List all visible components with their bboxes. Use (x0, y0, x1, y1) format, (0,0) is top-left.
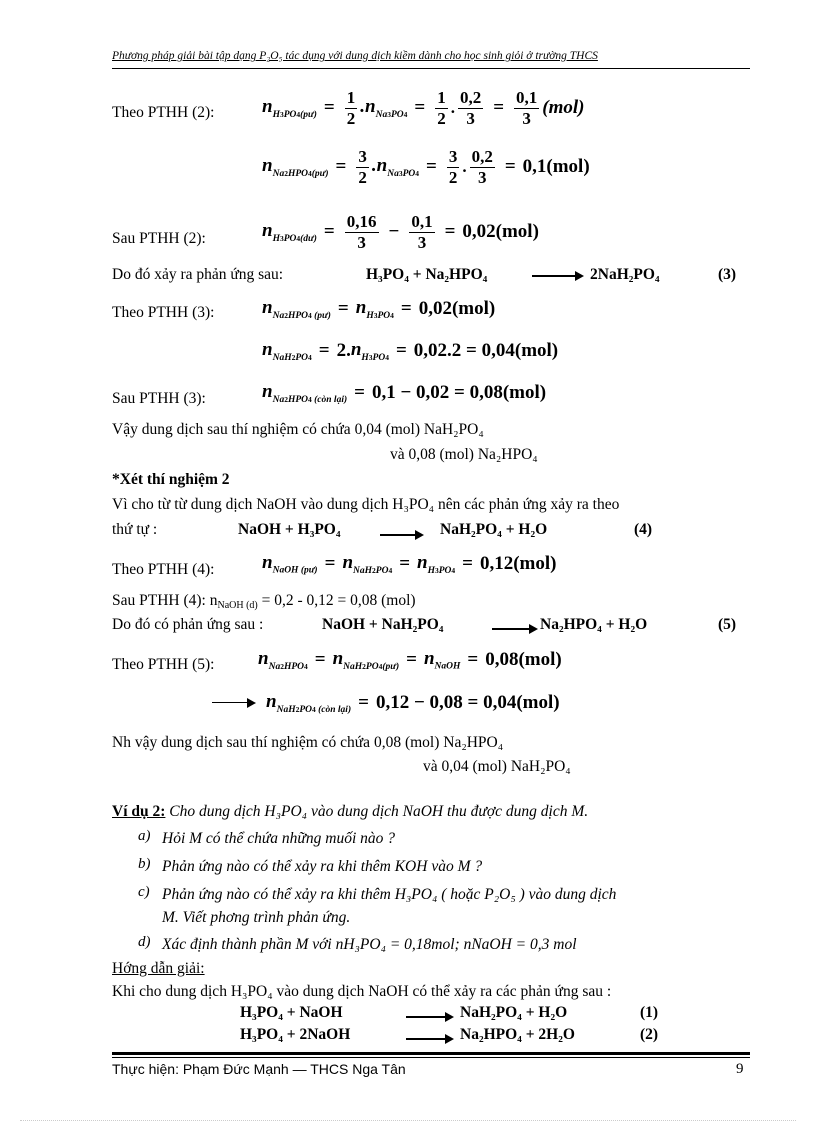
arrow-icon (400, 1030, 460, 1048)
equation-na2hpo4-pu: $n_{Na2HPO4(pư)}$ = $\frac{3}{2}$ $.n_{Na3PO4}$ = $\frac{3}{2}$ . $\frac{0,2}{3}$ = 0,1(mol) (262, 146, 590, 187)
reaction-1-right: NaH₂PO₄ + H₂O (460, 1004, 568, 1021)
label-pthh4: Theo PTHH (4): (112, 561, 215, 578)
item-marker-a: a) (138, 828, 151, 844)
reaction-1-left: H₃PO₄ + NaOH (240, 1004, 343, 1021)
conclusion-2b: và 0,04 (mol) NaH₂PO₄ (423, 758, 571, 775)
arrow-icon (374, 526, 430, 544)
footer-author: Thực hiện: Phạm Đức Mạnh — THCS Nga Tân (112, 1061, 406, 1077)
text-do-do: Do đó xảy ra phản ứng sau: (112, 266, 284, 283)
text-sau-pthh4: Sau PTHH (4): nNaOH (d) = 0,2 - 0,12 = 0,08 (mol) (112, 592, 416, 611)
label-sau3: Sau PTHH (3): (112, 390, 206, 407)
item-marker-b: b) (138, 856, 151, 872)
footer-rule-thick (112, 1052, 750, 1055)
header-rule (112, 68, 750, 69)
label-pthh2: Theo PTHH (2): (112, 104, 215, 121)
equation-nah2po4-conlai: $n_{NaH2PO4 (còn lại)}$ = 0,12 − 0,08 = 0,04(mol) (206, 688, 560, 718)
example-2: Ví dụ 2: Cho dung dịch H₃PO₄ vào dung dịch NaOH thu được dung dịch M. (112, 803, 589, 820)
reaction-4-number: (4) (634, 521, 653, 538)
equation-naoh-pu-4: $n_{NaOH (pư)}$ = $n_{NaH2PO4}$ = $n_{H3PO4}$ = 0,12(mol) (262, 552, 557, 576)
text-vi-cho: Vì cho từ từ dung dịch NaOH vào dung dịch H₃PO₄ nên các phản ứng xảy ra theo (112, 496, 620, 513)
reaction-4-right: NaH₂PO₄ + H₂O (440, 521, 548, 538)
text-khi-cho: Khi cho dung dịch H₃PO₄ vào dung dịch NaOH có thể xảy ra các phản ứng sau : (112, 983, 612, 1000)
arrow-icon (486, 620, 544, 638)
page-bottom-dotted-line (20, 1120, 796, 1121)
conclusion-1b: và 0,08 (mol) Na₂HPO₄ (390, 446, 538, 463)
arrow-icon (212, 698, 256, 708)
conclusion-2: Nh vậy dung dịch sau thí nghiệm có chứa 0,08 (mol) Na₂HPO₄ (112, 734, 504, 751)
reaction-2-right: Na₂HPO₄ + 2H₂O (460, 1026, 575, 1043)
reaction-2-left: H₃PO₄ + 2NaOH (240, 1026, 351, 1043)
reaction-5-right: Na₂HPO₄ + H₂O (540, 616, 648, 633)
reaction-1-number: (1) (640, 1004, 659, 1021)
text-do-co: Do đó có phản ứng sau : (112, 616, 264, 633)
label-pthh5: Theo PTHH (5): (112, 656, 215, 673)
item-marker-c: c) (138, 884, 150, 900)
running-header: Phương pháp giải bài tập dạng P₂O₅ tác dụng với dung dịch kiềm dành cho học sinh giỏi ở trường THCS (112, 50, 598, 62)
equation-h3po4-du: $n_{H3PO4(dư)}$ = $\frac{0,16}{3}$ − $\frac{0,1}{3}$ = 0,02(mol) (262, 211, 539, 252)
item-marker-d: d) (138, 934, 151, 950)
footer-rule-thin (112, 1057, 750, 1058)
equation-nah2po4-3: $n_{NaH2PO4}$ = 2. $n_{H3PO4}$ = 0,02.2 = 0,04(mol) (262, 339, 559, 363)
reaction-5-number: (5) (718, 616, 737, 633)
conclusion-1: Vậy dung dịch sau thí nghiệm có chứa 0,04 (mol) NaH₂PO₄ (112, 421, 484, 438)
section-xet-thi-nghiem-2: *Xét thí nghiệm 2 (112, 471, 230, 488)
equation-na2hpo4-5: $n_{Na2HPO4}$ = $n_{NaH2PO4(pư)}$ = $n_{NaOH}$ = 0,08(mol) (258, 648, 562, 672)
label-pthh3: Theo PTHH (3): (112, 304, 215, 321)
arrow-icon (526, 267, 590, 285)
reaction-3-right: 2NaH₂PO₄ (590, 266, 660, 283)
question-a: Hỏi M có thể chứa những muối nào ? (162, 830, 396, 847)
label-sau2: Sau PTHH (2): (112, 230, 206, 247)
equation-h3po4-pu: $n_{H3PO4(pư)}$ = $\frac{1}{2}$ $.n_{Na3PO4}$ = $\frac{1}{2}$ . $\frac{0,2}{3}$ = $\frac{0,1}{3}$ (mol) (262, 87, 585, 128)
question-c-line1: Phản ứng nào có thể xảy ra khi thêm H₃PO₄ ( hoặc P₂O₅ ) vào dung dịch (162, 886, 617, 903)
reaction-4-left: NaOH + H₃PO₄ (238, 521, 341, 538)
arrow-icon (400, 1008, 460, 1026)
reaction-3-left: H₃PO₄ + Na₂HPO₄ (366, 266, 488, 283)
reaction-2-number: (2) (640, 1026, 659, 1043)
question-b: Phản ứng nào có thể xảy ra khi thêm KOH vào M ? (162, 858, 483, 875)
equation-na2hpo4-conlai: $n_{Na2HPO4 (còn lại)}$ = 0,1 − 0,02 = 0,08(mol) (262, 381, 547, 405)
question-d: Xác định thành phần M với nH₃PO₄ = 0,18mol; nNaOH = 0,3 mol (162, 936, 577, 953)
question-c-line2: M. Viết phơng trình phản ứng. (162, 909, 351, 926)
reaction-3-number: (3) (718, 266, 737, 283)
text-thu-tu: thứ tự : (112, 521, 158, 538)
reaction-5-left: NaOH + NaH₂PO₄ (322, 616, 444, 633)
page-number: 9 (736, 1061, 744, 1077)
equation-na2hpo4-pu-3: $n_{Na2HPO4 (pư)}$ = $n_{H3PO4}$ = 0,02(mol) (262, 297, 496, 321)
huong-dan-giai: Hớng dẫn giải: (112, 960, 205, 977)
